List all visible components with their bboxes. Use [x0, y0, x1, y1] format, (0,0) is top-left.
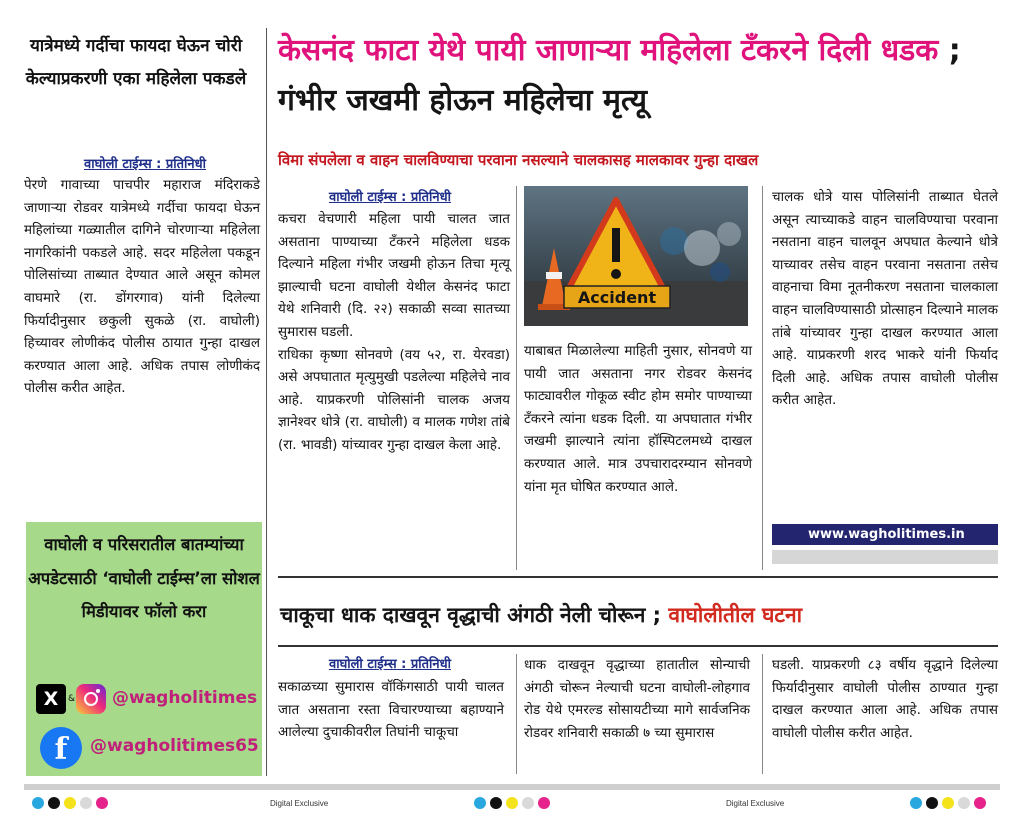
registration-dot	[64, 797, 76, 809]
accident-photo	[524, 186, 748, 326]
main-story-column-1: कचरा वेचणारी महिला पायी चालत जात असताना पाण्याच्या टँकरने महिलेला धडक दिल्याने महिला गंभीर जखमी होऊन तिचा मृत्यू झाल्याची घटना वाघोली येथील केसनंद फाटा येथे शनिवारी (दि. २२) सकाळी सव्वा सातच्या सुमारास घडली. राधिका कृष्णा सोनवणे (वय ५२, रा. येरवडा) असे अपघातात मृत्युमुखी पडलेल्या महिलेचे नाव आहे. याप्रकरणी पोलिसांनी चालक अजय ज्ञानेश्वर धोत्रे (रा. वाघोली) व मालक गणेश तांबे (रा. भावडी) यांच्यावर गुन्हा दाखल केला आहे.	[278, 211, 510, 453]
registration-dot	[958, 797, 970, 809]
registration-dot	[538, 797, 550, 809]
website-banner: www.wagholitimes.in	[772, 524, 998, 545]
section-divider	[278, 576, 998, 578]
main-story-column-2: याबाबत मिळालेल्या माहिती नुसार, सोनवणे या पायी जात असताना नगर रोडवर केसनंद फाट्यावरील गोकूळ स्वीट होम समोर पाण्याच्या टँकरने त्यांना धडक दिली. या अपघातात गंभीर जखमी झाल्याने त्यांना हॉस्पिटलमध्ये दाखल करण्यात आले. मात्र उपचारादरम्यान सोनवणे यांना मृत घोषित करण्यात आले.	[524, 343, 752, 495]
column-divider	[266, 28, 267, 776]
registration-dots-right	[910, 797, 986, 809]
facebook-logo-icon: f	[40, 727, 82, 769]
registration-dot	[506, 797, 518, 809]
registration-dot	[522, 797, 534, 809]
social-handle-wagholitimes65: @wagholitimes65	[90, 736, 259, 756]
registration-dots-center	[474, 797, 550, 809]
main-headline-highlight: केसनंद फाटा येथे पायी जाणाऱ्या महिलेला टँकरने दिली धडक	[278, 33, 939, 68]
registration-dot	[80, 797, 92, 809]
registration-dot	[910, 797, 922, 809]
grey-divider-bar	[772, 550, 998, 564]
registration-dot	[48, 797, 60, 809]
instagram-logo-icon	[76, 684, 106, 714]
main-headline	[278, 26, 998, 126]
main-subheadline: विमा संपलेला व वाहन चालविण्याचा परवाना नसल्याने चालकासह मालकावर गुन्हा दाखल	[278, 151, 759, 169]
second-headline-location: वाघोलीतील घटना	[668, 603, 803, 627]
registration-dot	[96, 797, 108, 809]
registration-dot	[942, 797, 954, 809]
column-divider	[516, 654, 517, 774]
left-story-body: पेरणे गावाच्या पाचपीर महाराज मंदिराकडे जाणाऱ्या रोडवर यात्रेमध्ये गर्दीचा फायदा घेऊन महिलांच्या गळ्यातील दागिने चोरणाऱ्या महिलेला नागरिकांनी पकडले आहे. सदर महिलेला पकडून पोलिसांच्या ताब्यात देण्यात आले असून कोमल वाघमारे (रा. डोंगरगाव) यांनी दिलेल्या फिर्यादीनुसार छकुली सुकळे (रा. वाघोली) हिच्यावर लोणीकंद पोलीस ठायात गुन्हा दाखल करण्यात आला आहे. अधिक तपास लोणीकंद पोलीस करीत आहेत.	[24, 177, 260, 397]
registration-dot	[474, 797, 486, 809]
main-headline-rest: ; गंभीर जखमी होऊन महिलेचा मृत्यू	[278, 33, 961, 118]
second-story-column-2: धाक दाखवून वृद्धाच्या हातातील सोन्याची अंगठी चोरून नेल्याची घटना वाघोली-लोहगाव रोड येथे एमरल्ड सोसायटीच्या मागे सार्वजनिक रोडवर शनिवारी सकाळी ७ च्या सुमारास	[524, 657, 750, 741]
main-story-column-3: चालक धोत्रे यास पोलिसांनी ताब्यात घेतले असून त्याच्याकडे वाहन चालविण्याचा परवाना नसताना वाहन चालवून अपघात केल्याने धोत्रे याच्यावर तसेच वाहन परवाना नसताना तसेच वाहनाचा विमा नूतनीकरण नसताना चालकाला वाहन चालविण्यासाठी प्रोत्साहन दिल्याने मालक तांबे यांच्यावर गुन्हा दाखल करण्यात आला आहे. याप्रकरणी शरद भाकरे यांनी फिर्याद दिली आहे. अधिक तपास वाघोली पोलीस करीत आहेत.	[772, 189, 998, 409]
column-divider	[762, 186, 763, 570]
registration-dots-left	[32, 797, 108, 809]
second-story-byline: वाघोली टाईम्स : प्रतिनिधी	[328, 657, 452, 672]
section-divider	[278, 645, 998, 647]
registration-dot	[974, 797, 986, 809]
second-headline-main: चाकूचा धाक दाखवून वृद्धाची अंगठी नेली चोरून ;	[280, 603, 669, 627]
footer-band	[24, 784, 1000, 790]
accident-sign-image	[524, 186, 748, 326]
second-story-column-1: सकाळच्या सुमारास वॉकिंगसाठी पायी चालत जात असताना रस्ता विचारण्याच्या बहाण्याने आलेल्या दुचाकीवरील तिघांनी चाकूचा	[278, 679, 504, 741]
main-story-byline: वाघोली टाईम्स : प्रतिनिधी	[328, 190, 452, 205]
registration-dot	[490, 797, 502, 809]
column-divider	[516, 186, 517, 570]
promo-text: वाघोली व परिसरातील बातम्यांच्या अपडेटसाठी ‘वाघोली टाईम्स’ला सोशल मिडीयावर फॉलो करा	[28, 535, 260, 621]
second-story-column-3: घडली. याप्रकरणी ८३ वर्षीय वृद्धाने दिलेल्या फिर्यादीनुसार वाघोली पोलीस ठाण्यात गुन्हा दाखल करण्यात आला आहे. अधिक तपास वाघोली पोलीस करीत आहेत.	[772, 657, 998, 741]
accident-sign-text: Accident	[577, 288, 657, 307]
second-story-headline	[280, 601, 1002, 629]
registration-dot	[926, 797, 938, 809]
left-story-headline: यात्रेमध्ये गर्दीचा फायदा घेऊन चोरी केल्याप्रकरणी एका महिलेला पकडले	[25, 36, 247, 89]
ampersand: &	[68, 694, 76, 704]
column-divider	[762, 654, 763, 774]
x-logo-icon: X	[36, 684, 66, 714]
footer-label-right: Digital Exclusive	[726, 799, 785, 808]
footer-label-left: Digital Exclusive	[270, 799, 329, 808]
social-handle-wagholitimes: @wagholitimes	[112, 688, 258, 708]
registration-dot	[32, 797, 44, 809]
left-story-byline: वाघोली टाईम्स : प्रतिनिधी	[83, 157, 207, 172]
social-follow-box	[26, 522, 262, 776]
